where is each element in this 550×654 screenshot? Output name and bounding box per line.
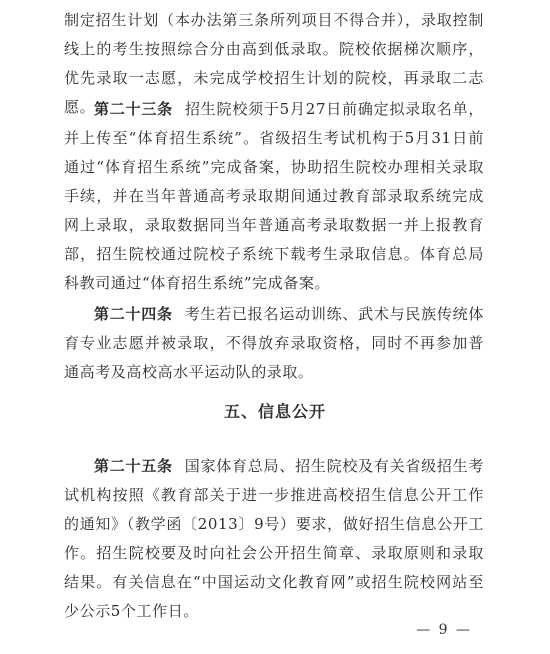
article-23-paragraph — [64, 95, 484, 298]
article-number: 第二十五条 — [94, 457, 173, 475]
paragraph-text: 国家体育总局、招生院校及有关省级招生考试机构按照《教育部关于进一步推进高校招生信息公开工作的通知》（教学函〔2013〕9号）要求，做好招生信息公开工作。招生院校要及时向社会公开招生简章、录取原则和录取结果。有关信息在“中国运动文化教育网”或招生院校网站至少公示5个工作日。 — [64, 457, 484, 620]
article-24-paragraph — [64, 300, 484, 387]
paragraph-text: 招生院校须于5月27日前确定拟录取名单，并上传至“体育招生系统”。省级招生考试机构于5月31日前通过“体育招生系统”完成备案，协助招生院校办理相关录取手续，并在当年普通高考录取期间通过教育部录取系统完成网上录取，录取数据同当年普通高考录取数据一并上报教育部，招生院校通过院校子系统下载考生录取信息。体育总局科教司通过“体育招生系统”完成备案。 — [64, 100, 484, 292]
paragraph-text: 制定招生计划（本办法第三条所列项目不得合并），录取控制线上的考生按照综合分由高到低录取。院校依据梯次顺序，优先录取一志愿，未完成学校招生计划的院校，再录取二志愿。 — [64, 11, 484, 116]
section-heading: 五、信息公开 — [223, 402, 326, 421]
article-25-paragraph — [64, 452, 484, 626]
article-number: 第二十四条 — [94, 305, 173, 323]
page-number: — 9 — — [416, 622, 472, 638]
article-number: 第二十三条 — [94, 100, 173, 118]
paragraph-text: 考生若已报名运动训练、武术与民族传统体育专业志愿并被录取，不得放弃录取资格，同时不再参加普通高考及高校高水平运动队的录取。 — [64, 305, 484, 381]
